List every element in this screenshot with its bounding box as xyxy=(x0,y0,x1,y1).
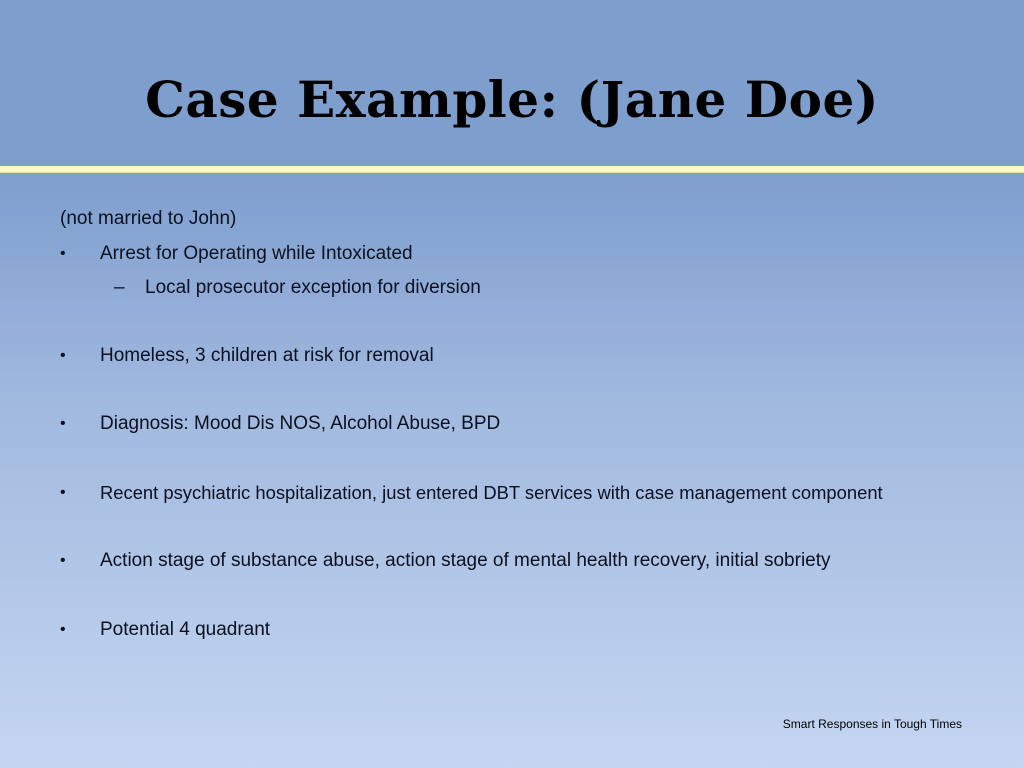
bullet-marker: • xyxy=(60,415,66,432)
bullet-marker: • xyxy=(60,621,66,638)
bullet-marker: • xyxy=(60,347,66,364)
slide-footer: Smart Responses in Tough Times xyxy=(782,717,962,731)
bullet-marker: • xyxy=(60,552,66,569)
bullet-text-hospitalization: Recent psychiatric hospitalization, just entered DBT services with case management component xyxy=(100,482,883,503)
bullet-text-arrest: Arrest for Operating while Intoxicated xyxy=(100,243,413,264)
bullet-text-diagnosis: Diagnosis: Mood Dis NOS, Alcohol Abuse, BPD xyxy=(100,413,501,434)
bullet-text-action-stage: Action stage of substance abuse, action stage of mental health recovery, initial sobriety xyxy=(100,550,831,571)
slide-title: Case Example: (Jane Doe) xyxy=(145,70,879,129)
bullet-text-quadrant: Potential 4 quadrant xyxy=(100,619,271,640)
sub-bullet-text-diversion: Local prosecutor exception for diversion xyxy=(145,277,481,298)
bullet-marker: • xyxy=(60,245,66,262)
intro-text: (not married to John) xyxy=(60,208,237,229)
bullet-text-homeless: Homeless, 3 children at risk for removal xyxy=(100,345,434,366)
bullet-marker: • xyxy=(60,484,66,501)
sub-bullet-marker: – xyxy=(114,277,125,298)
